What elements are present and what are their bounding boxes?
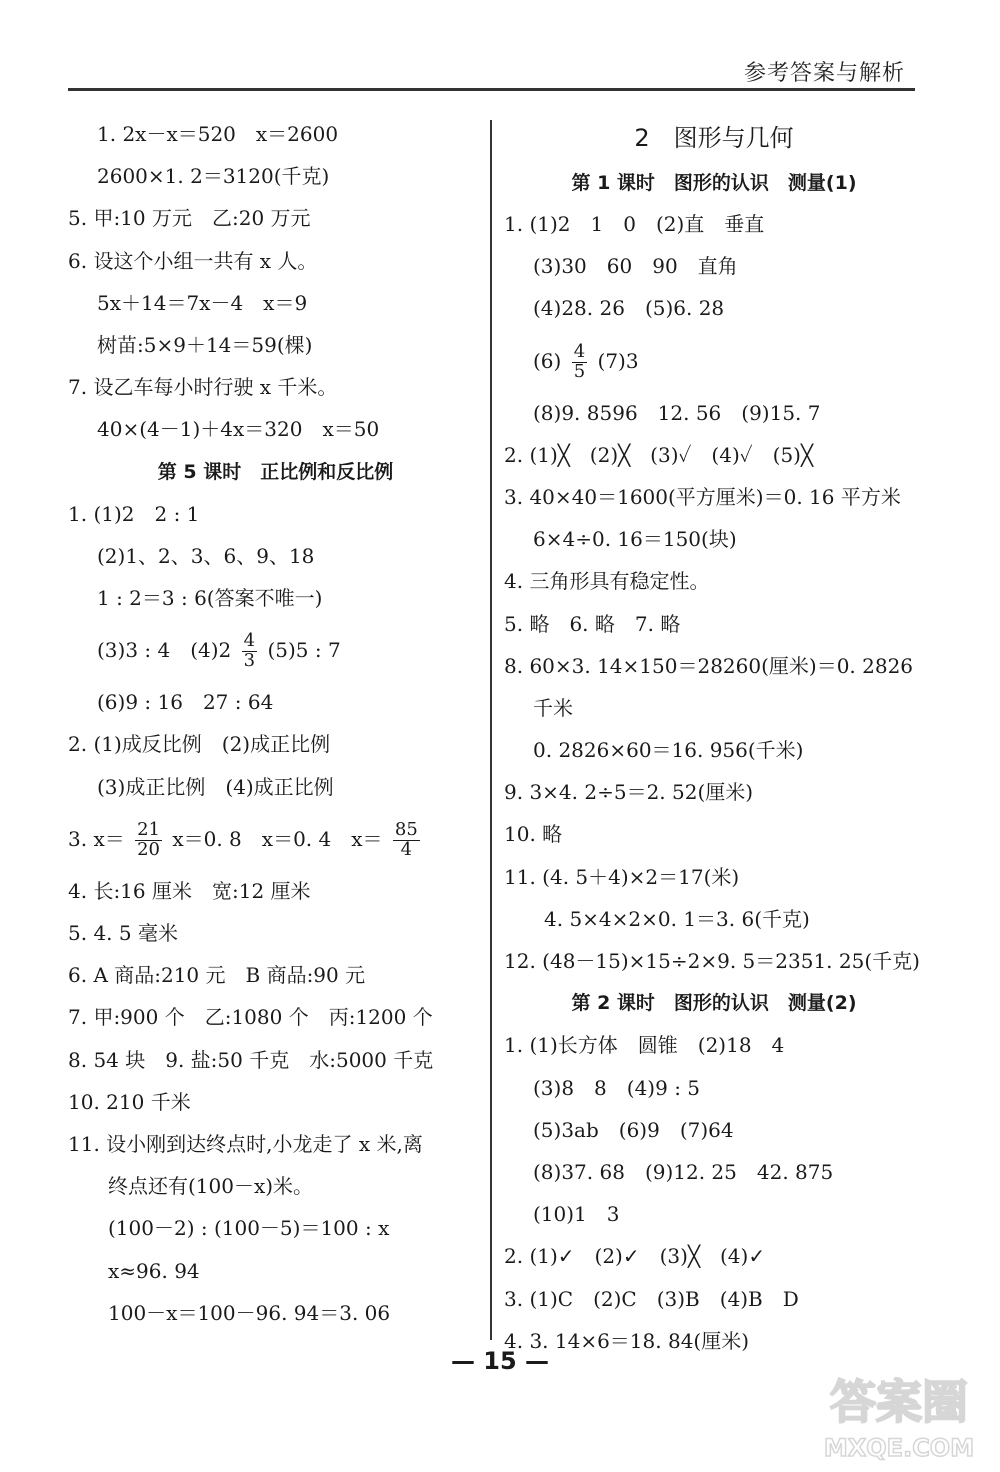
- answer-line: 6. 设这个小组一共有 x 人。: [68, 248, 318, 273]
- answer-line: 千米: [533, 695, 573, 720]
- answer-line: (10)1 3: [533, 1202, 620, 1227]
- answer-line: 2. (1)成反比例 (2)成正比例: [68, 732, 331, 757]
- fraction: [135, 818, 162, 860]
- answer-line: 树苗:5×9＋14＝59(棵): [97, 332, 313, 357]
- answer-line: 1 : 2＝3 : 6(答案不唯一): [97, 586, 323, 611]
- fraction: [393, 818, 420, 860]
- answer-line: 6. A 商品:210 元 B 商品:90 元: [68, 963, 366, 988]
- answer-line: 2600×1. 2＝3120(千克): [97, 164, 330, 189]
- fraction-denominator: 3: [243, 650, 256, 672]
- chapter-title: 2 图形与几何: [634, 124, 794, 152]
- answer-line: 11. (4. 5＋4)×2＝17(米): [504, 864, 740, 889]
- fraction: [572, 340, 587, 382]
- answer-text: (5)5 : 7: [267, 638, 341, 663]
- answer-line: (3)8 8 (4)9 : 5: [533, 1075, 701, 1100]
- fraction: [242, 632, 257, 671]
- answer-line: 10. 略: [504, 822, 563, 847]
- answer-text: x＝0. 8 x＝0. 4 x＝: [172, 826, 383, 851]
- answer-line: 8. 54 块 9. 盐:50 千克 水:5000 千克: [68, 1047, 434, 1072]
- answer-line: (100－2) : (100－5)＝100 : x: [108, 1216, 390, 1241]
- answer-line: 0. 2826×60＝16. 956(千米): [533, 738, 804, 763]
- answer-line: 100－x＝100－96. 94＝3. 06: [108, 1300, 391, 1325]
- answer-line: 4. 3. 14×6＝18. 84(厘米): [504, 1328, 750, 1353]
- answer-line: 11. 设小刚到达终点时,小龙走了 x 米,离: [68, 1131, 423, 1156]
- page-number: — 15 —: [450, 1347, 550, 1375]
- watermark-logo-text: 答案圈: [830, 1375, 968, 1429]
- answer-line: 8. 60×3. 14×150＝28260(厘米)＝0. 2826: [504, 653, 914, 678]
- answer-line: (6)9 : 16 27 : 64: [97, 690, 274, 715]
- section-title-lesson-5: 第 5 课时 正比例和反比例: [157, 460, 394, 483]
- answer-line: 10. 210 千米: [68, 1089, 191, 1114]
- watermark-url-text: MXQE.COM: [823, 1434, 975, 1462]
- fraction-numerator: 85: [394, 818, 418, 840]
- answer-line: 40×(4－1)＋4x＝320 x＝50: [97, 417, 380, 442]
- answer-line: 5. 甲:10 万元 乙:20 万元: [68, 206, 311, 231]
- fraction-numerator: 4: [243, 630, 256, 652]
- answer-line-with-fraction: [68, 619, 483, 681]
- answer-line: 2. (1)✓ (2)✓ (3)╳ (4)✓: [504, 1244, 766, 1269]
- answer-line-with-fraction: [68, 808, 483, 870]
- answer-text: (3)3 : 4 (4)2: [97, 638, 232, 663]
- answer-line: 终点还有(100－x)米。: [108, 1174, 314, 1199]
- answer-line: 4. 三角形具有稳定性。: [504, 569, 710, 594]
- answer-line: (8)37. 68 (9)12. 25 42. 875: [533, 1159, 834, 1184]
- answer-line: (2)1、2、3、6、9、18: [97, 543, 315, 568]
- right-column: [504, 113, 924, 1362]
- answer-text: (7)3: [597, 348, 639, 373]
- answer-line: 9. 3×4. 2÷5＝2. 52(厘米): [504, 780, 754, 805]
- answer-line: (3)30 60 90 直角: [533, 254, 738, 279]
- answer-line: 4. 长:16 厘米 宽:12 厘米: [68, 878, 311, 903]
- answer-line: 5. 4. 5 毫米: [68, 921, 178, 945]
- answer-line: 5x＋14＝7x－4 x＝9: [97, 290, 308, 315]
- answer-line: 2. (1)╳ (2)╳ (3)✓ (4)✓ (5)╳: [504, 442, 814, 467]
- answer-line: (5)3ab (6)9 (7)64: [533, 1117, 734, 1142]
- left-column: [68, 113, 483, 1334]
- fraction-numerator: 21: [137, 818, 160, 840]
- answer-line: 4. 5×4×2×0. 1＝3. 6(千克): [544, 906, 810, 931]
- answer-line: 7. 甲:900 个 乙:1080 个 丙:1200 个: [68, 1005, 433, 1030]
- answer-line: 1. 2x－x＝520 x＝2600: [97, 122, 339, 146]
- watermark-logo: [817, 1356, 982, 1466]
- fraction-denominator: 5: [573, 360, 586, 382]
- answer-line: (4)28. 26 (5)6. 28: [533, 296, 725, 321]
- answer-text: 3. x＝: [68, 826, 125, 851]
- answer-line: (3)成正比例 (4)成正比例: [97, 774, 334, 799]
- answer-line: 1. (1)长方体 圆锥 (2)18 4: [504, 1033, 785, 1058]
- answer-line: 5. 略 6. 略 7. 略: [504, 611, 681, 636]
- answer-line: x≈96. 94: [108, 1258, 200, 1283]
- answer-line: 3. 40×40＝1600(平方厘米)＝0. 16 平方米: [504, 484, 901, 509]
- fraction-denominator: 20: [137, 838, 160, 860]
- section-title-lesson-2: 第 2 课时 图形的认识 测量(2): [571, 992, 857, 1015]
- answer-line: 12. (48－15)×15÷2×9. 5＝2351. 25(千克): [504, 949, 920, 973]
- section-title-lesson-1: 第 1 课时 图形的认识 测量(1): [571, 172, 857, 194]
- fraction-denominator: 4: [400, 838, 413, 860]
- answer-line: 1. (1)2 2 : 1: [68, 501, 200, 526]
- answer-line: (8)9. 8596 12. 56 (9)15. 7: [533, 400, 821, 425]
- header-title: 参考答案与解析: [743, 61, 905, 86]
- fraction-numerator: 4: [573, 340, 586, 362]
- column-divider: [490, 120, 492, 1340]
- answer-line: 1. (1)2 1 0 (2)直 垂直: [504, 212, 765, 236]
- header-rule: [68, 88, 915, 91]
- answer-text: (6): [533, 348, 562, 373]
- answer-line: 3. (1)C (2)C (3)B (4)B D: [504, 1286, 799, 1311]
- answer-line: 7. 设乙车每小时行驶 x 千米。: [68, 375, 338, 400]
- answer-line: 6×4÷0. 16＝150(块): [533, 527, 737, 552]
- answer-line-with-fraction: [504, 330, 924, 392]
